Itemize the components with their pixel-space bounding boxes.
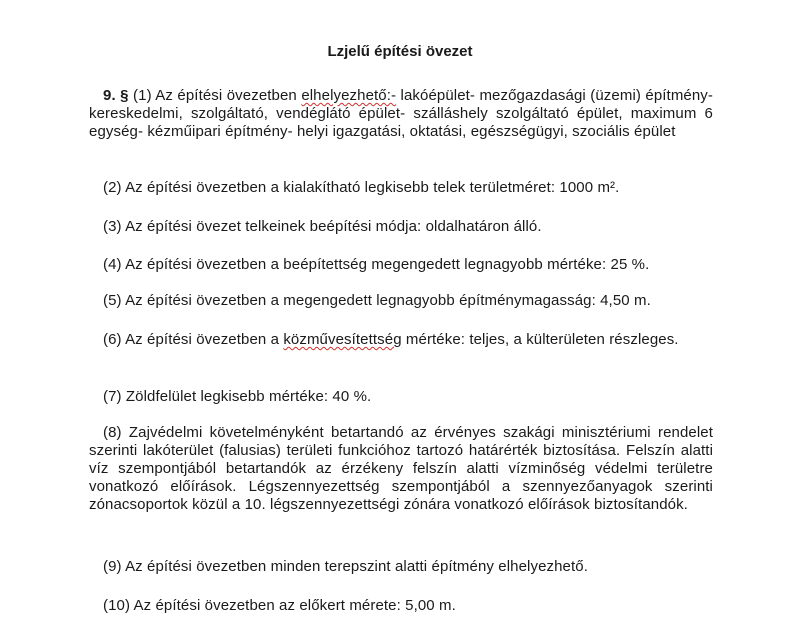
paragraph-9: (9) Az építési övezetben minden terepszint alatti építmény elhelyezhető.: [103, 558, 588, 575]
spellcheck-flagged-word: elhelyezhető:-: [301, 87, 397, 104]
paragraph-6-lead: (6) Az építési övezetben a: [103, 331, 284, 348]
paragraph-8: (8) Zajvédelmi követelményként betartandó az érvényes szakági minisztériumi rendelet szerinti lakóterület (falusias) területi funkcióhoz tartozó határérték biztosítása. Felszín alatti víz szempontjából betartandók az érzékeny felszín alatti vízminőség védelmi területre vonatkozó előírások. Légszennyezettség szempontjából a szennyezőanyagok szerinti zónacsoportok közül a 10. légszennyezettségi zónára vonatkozó előírások biztosítandók.: [89, 424, 713, 513]
section-number: 9. §: [103, 87, 129, 104]
paragraph-7: (7) Zöldfelület legkisebb mértéke: 40 %.: [103, 388, 372, 405]
paragraph-5: (5) Az építési övezetben a megengedett legnagyobb építménymagasság: 4,50 m.: [103, 292, 651, 309]
paragraph-1-rest: lakóépület- mezőgazdasági (üzemi) építmény- kereskedelmi, szolgáltató, vendéglátó épület- szálláshely szolgáltató épület, maximum 6 egység- kézműipari építmény- helyi igazgatási, oktatási, egészségügyi, szociális épület: [89, 87, 713, 140]
paragraph-6-rest: mértéke: teljes, a külterületen részleges.: [401, 331, 679, 348]
paragraph-6: [89, 331, 713, 349]
paragraph-4: (4) Az építési övezetben a beépítettség megengedett legnagyobb mértéke: 25 %.: [103, 256, 650, 273]
spellcheck-flagged-word: közművesítettség: [283, 331, 402, 348]
paragraph-10: (10) Az építési övezetben az előkert mérete: 5,00 m.: [103, 597, 456, 614]
paragraph-1-lead: (1) Az építési övezetben: [128, 87, 302, 104]
document-title: Lzjelű építési övezet: [327, 43, 473, 60]
paragraph-2: (2) Az építési övezetben a kialakítható legkisebb telek területméret: 1000 m².: [103, 179, 620, 196]
paragraph-1: [89, 87, 713, 141]
paragraph-3: (3) Az építési övezet telkeinek beépítési módja: oldalhatáron álló.: [103, 218, 542, 235]
